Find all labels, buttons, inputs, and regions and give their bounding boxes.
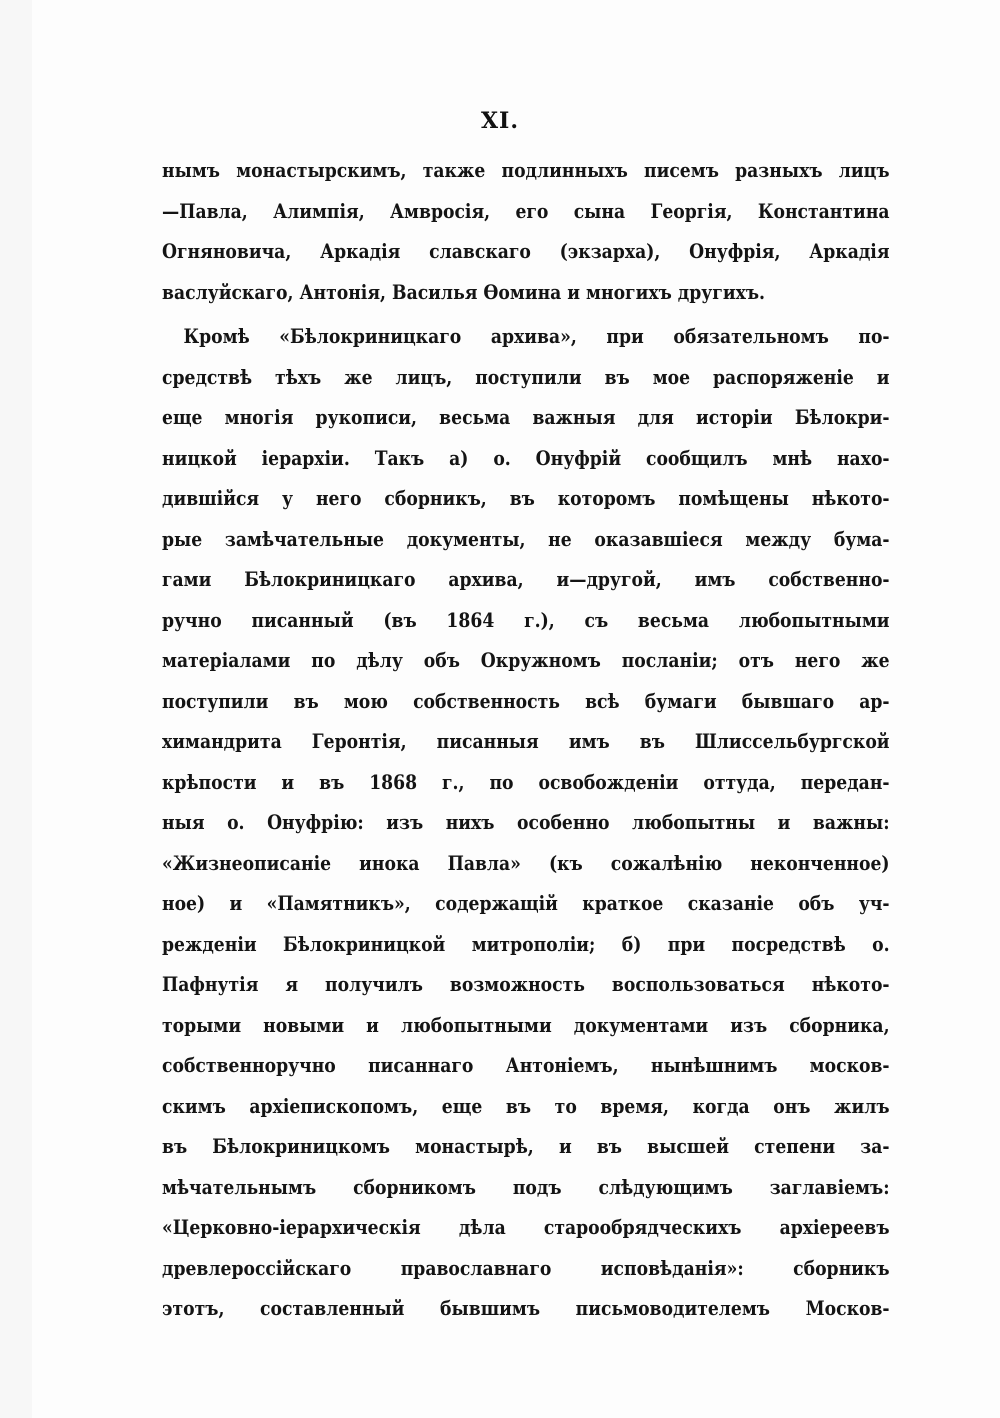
text-line: —Павла, Алимпія, Амвросія, его сына Георгія, Константина	[162, 198, 890, 223]
text-line: ныя о. Онуфрію: изъ нихъ особенно любопытны и важны:	[162, 810, 890, 834]
text-line: еще многія рукописи, весьма важныя для исторіи Бѣлокри-	[162, 405, 890, 429]
page-body	[162, 150, 890, 1329]
text-line: васлуйскаго, Антонія, Василья Ѳомина и многихъ другихъ.	[162, 279, 766, 304]
text-line: скимъ архіепископомъ, еще въ то время, когда онъ жилъ	[162, 1093, 890, 1118]
text-line: матеріалами по дѣлу объ Окружномъ посланіи; отъ него же	[162, 648, 890, 672]
text-line: средствѣ тѣхъ же лицъ, поступили въ мое распоряженіе и	[162, 364, 890, 389]
text-line: дившійся у него сборникъ, въ которомъ помѣщены нѣкото-	[162, 486, 890, 510]
text-line: ручно писанный (въ 1864 г.), съ весьма любопытными	[162, 607, 890, 632]
text-line: торыми новыми и любопытными документами изъ сборника,	[162, 1012, 890, 1037]
text-line: «Жизнеописаніе инока Павла» (къ сожалѣнію неконченное)	[162, 850, 890, 875]
text-line: Огняновича, Аркадія славскаго (экзарха), Онуфрія, Аркадія	[162, 239, 890, 263]
text-line: нымъ монастырскимъ, также подлинныхъ писемъ разныхъ лицъ	[162, 158, 890, 182]
text-line: Кромѣ «Бѣлокриницкаго архива», при обязательномъ по-	[183, 324, 890, 348]
text-line: этотъ, составленный бывшимъ письмоводителемъ Москов-	[162, 1296, 890, 1320]
text-line: въ Бѣлокриницкомъ монастырѣ, и въ высшей степени за-	[162, 1134, 890, 1158]
text-line: ницкой іерархіи. Такъ а) о. Онуфрій сообщилъ мнѣ нахо-	[162, 445, 890, 470]
text-line: поступили въ мою собственность всѣ бумаги бывшаго ар-	[162, 688, 890, 713]
page-margin-shadow	[0, 0, 32, 1418]
text-line: собственноручно писаннаго Антоніемъ, нынѣшнимъ москов-	[162, 1053, 890, 1077]
text-line: мѣчательнымъ сборникомъ подъ слѣдующимъ заглавіемъ:	[162, 1174, 890, 1199]
text-line: ное) и «Памятникъ», содержащій краткое сказаніе объ уч-	[162, 891, 890, 915]
page-number: XI.	[480, 108, 520, 134]
text-line: крѣпости и въ 1868 г., по освобожденіи оттуда, передан-	[162, 769, 890, 794]
text-line: режденіи Бѣлокриницкой митрополіи; б) при посредствѣ о.	[162, 931, 890, 956]
text-line: древлероссійскаго православнаго исповѣданія»: сборникъ	[162, 1255, 890, 1280]
text-line: Пафнутія я получилъ возможность воспользоваться нѣкото-	[162, 972, 890, 996]
text-line: «Церковно-іерархическія дѣла старообрядческихъ архіереевъ	[162, 1215, 890, 1239]
text-line: рые замѣчательные документы, не оказавшіеся между бума-	[162, 526, 890, 551]
text-line: гами Бѣлокриницкаго архива, и—другой, имъ собственно-	[162, 567, 890, 591]
text-line: химандрита Геронтія, писанныя имъ въ Шлиссельбургской	[162, 729, 890, 753]
